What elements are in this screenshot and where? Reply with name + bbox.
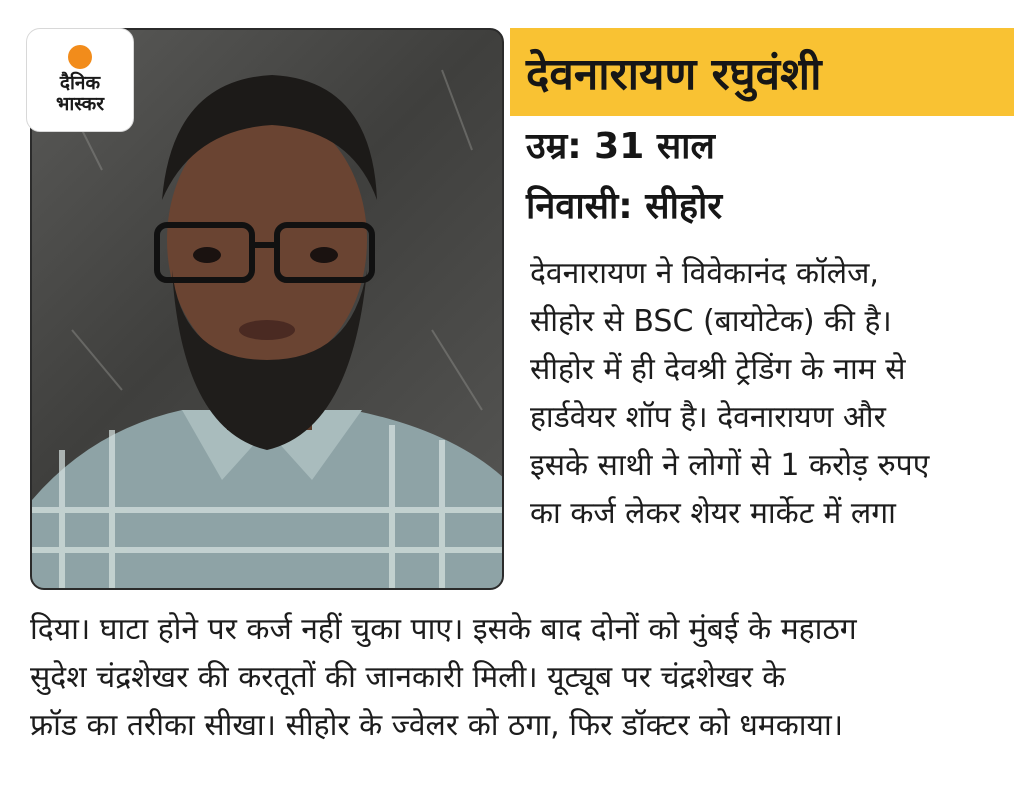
description-line: हार्डवेयर शॉप है। देवनारायण और <box>530 400 886 435</box>
name-banner <box>510 28 1014 116</box>
description-line: सीहोर से BSC (बायोटेक) की है। <box>530 304 892 339</box>
description-line: का कर्ज लेकर शेयर मार्केट में लगा <box>530 496 896 531</box>
sun-icon <box>68 45 92 69</box>
description-line: सुदेश चंद्रशेखर की करतूतों की जानकारी मिली। यूट्यूब पर चंद्रशेखर के <box>30 660 786 695</box>
description-full <box>30 606 1010 750</box>
description-line: दिया। घाटा होने पर कर्ज नहीं चुका पाए। इसके बाद दोनों को मुंबई के महाठग <box>30 612 857 647</box>
logo-line-2: भास्कर <box>55 93 105 115</box>
description-right <box>530 250 1010 538</box>
age-label: उम्र: 31 साल <box>526 126 715 167</box>
description-line: फ्रॉड का तरीका सीखा। सीहोर के ज्वेलर को ठगा, फिर डॉक्टर को धमकाया। <box>30 708 844 743</box>
person-name: देवनारायण रघुवंशी <box>526 49 822 100</box>
description-line: देवनारायण ने विवेकानंद कॉलेज, <box>530 256 879 291</box>
description-line: इसके साथी ने लोगों से 1 करोड़ रुपए <box>530 448 930 483</box>
description-line: सीहोर में ही देवश्री ट्रेडिंग के नाम से <box>530 352 906 387</box>
dainik-bhaskar-logo <box>26 28 134 132</box>
residence-label: निवासी: सीहोर <box>526 186 723 227</box>
logo-line-1: दैनिक <box>59 72 101 94</box>
